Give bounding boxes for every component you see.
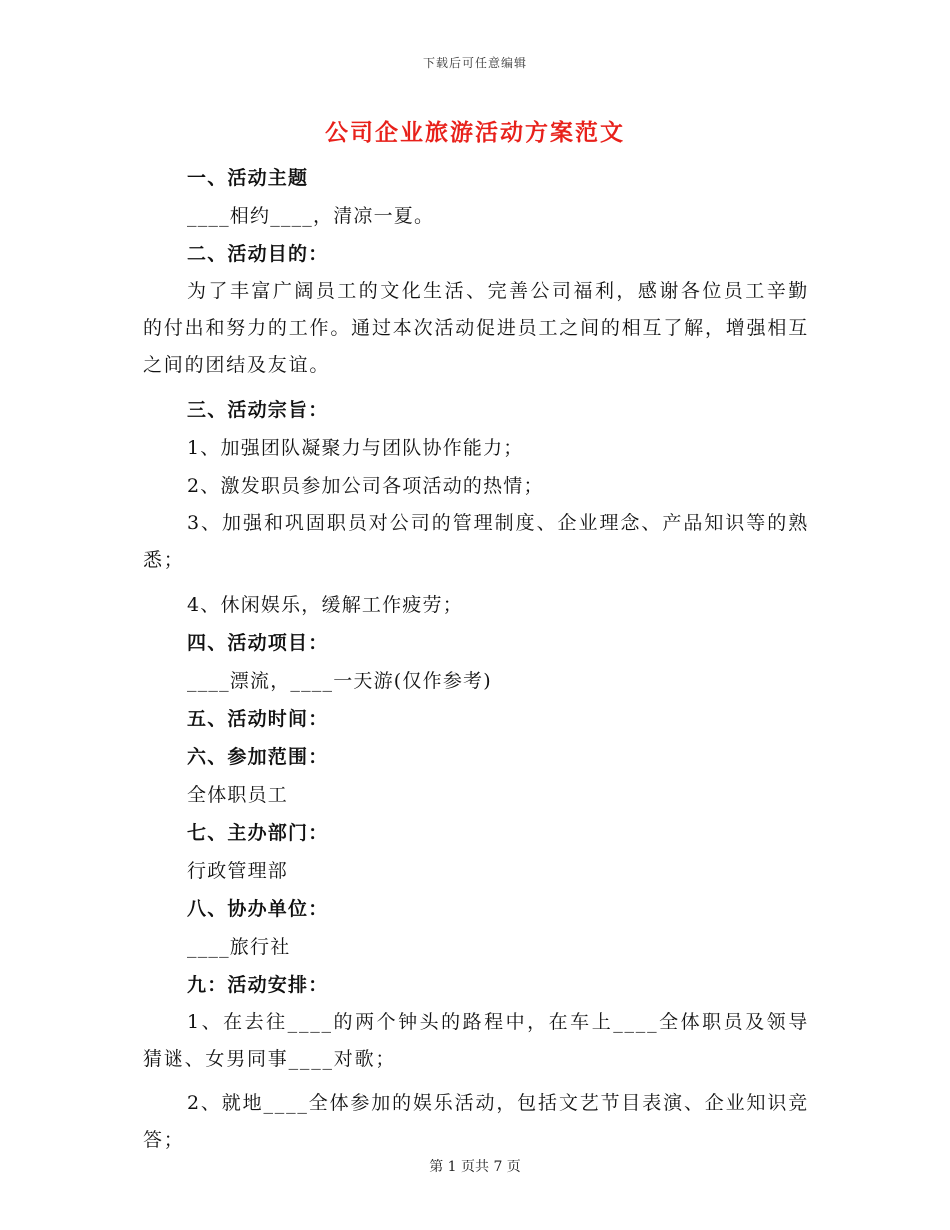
aim-item-1: 1、加强团队凝聚力与团队协作能力； bbox=[187, 437, 524, 459]
aim-item-2: 2、激发职员参加公司各项活动的热情； bbox=[187, 475, 544, 497]
header-note: 下载后可任意编辑 bbox=[422, 56, 527, 70]
scope-text: 全体职员工 bbox=[187, 784, 289, 806]
schedule-item-1: 1、在去往____的两个钟头的路程中，在车上____全体职员及领导猜谜、女男同事____对歌； bbox=[143, 1011, 809, 1070]
coorganizer-text: ____旅行社 bbox=[187, 936, 291, 958]
project-text: ____漂流，____一天游(仅作参考) bbox=[187, 670, 492, 692]
section-heading-aim: 三、活动宗旨： bbox=[187, 399, 329, 421]
section-heading-coorganizer: 八、协办单位： bbox=[187, 898, 329, 920]
aim-item-4: 4、休闲娱乐，缓解工作疲劳； bbox=[187, 594, 463, 616]
section-heading-scope: 六、参加范围： bbox=[187, 746, 329, 768]
document-body bbox=[143, 152, 809, 1159]
document-title: 公司企业旅游活动方案范文 bbox=[325, 119, 625, 146]
aim-item-3: 3、加强和巩固职员对公司的管理制度、企业理念、产品知识等的熟悉； bbox=[143, 512, 809, 571]
section-heading-purpose: 二、活动目的： bbox=[187, 243, 329, 265]
section-heading-organizer: 七、主办部门： bbox=[187, 822, 329, 844]
theme-text: ____相约____，清凉一夏。 bbox=[187, 205, 435, 227]
section-heading-project: 四、活动项目： bbox=[187, 632, 329, 654]
purpose-paragraph: 为了丰富广阔员工的文化生活、完善公司福利，感谢各位员工辛勤的付出和努力的工作。通过本次活动促进员工之间的相互了解，增强相互之间的团结及友谊。 bbox=[143, 280, 809, 376]
section-heading-schedule: 九：活动安排： bbox=[187, 974, 329, 996]
section-heading-theme: 一、活动主题 bbox=[187, 167, 309, 189]
schedule-item-2: 2、就地____全体参加的娱乐活动，包括文艺节目表演、企业知识竞答； bbox=[143, 1092, 809, 1151]
page-number: 第 1 页共 7 页 bbox=[429, 1159, 521, 1175]
organizer-text: 行政管理部 bbox=[187, 860, 289, 882]
section-heading-time: 五、活动时间： bbox=[187, 708, 329, 730]
